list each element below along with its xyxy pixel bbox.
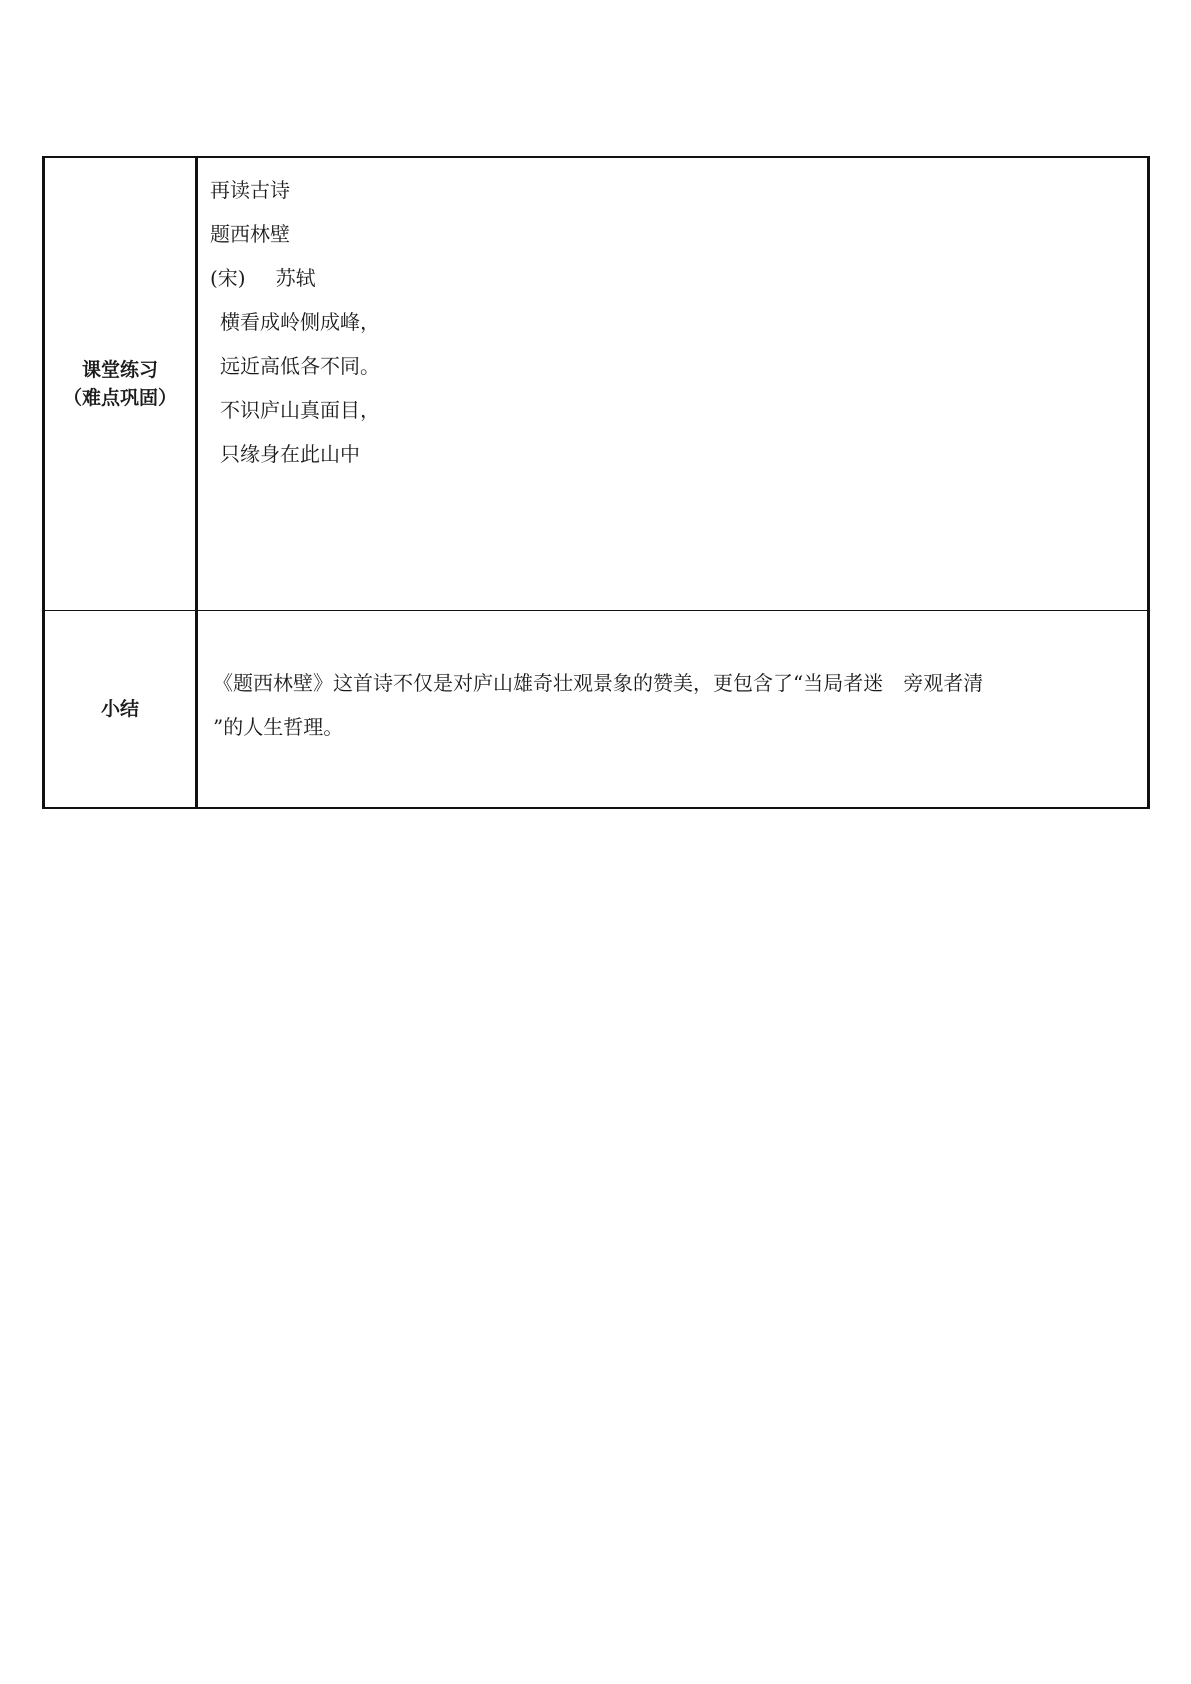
summary-content-cell xyxy=(197,611,1149,809)
practice-sublabel: （难点巩固） xyxy=(62,387,177,409)
practice-row xyxy=(44,157,1149,611)
poem-title: 题西林壁 xyxy=(210,222,290,246)
summary-text-line-2: ”的人生哲理。 xyxy=(213,715,344,739)
poem-verse-2: 远近高低各不同。 xyxy=(220,354,380,378)
summary-row xyxy=(44,611,1149,809)
poem-dynasty: (宋) xyxy=(210,266,246,290)
practice-label: 课堂练习 xyxy=(81,359,158,381)
lesson-table xyxy=(42,156,1150,809)
summary-text xyxy=(198,611,1147,749)
practice-content-cell xyxy=(197,157,1149,611)
summary-label: 小结 xyxy=(100,698,139,720)
poem-verse-4: 只缘身在此山中 xyxy=(220,442,360,466)
poem-verse-1: 横看成岭侧成峰， xyxy=(220,310,380,334)
practice-content xyxy=(198,158,1147,476)
poem-attribution xyxy=(210,256,1147,300)
summary-text-line-1: 《题西林壁》这首诗不仅是对庐山雄奇壮观景象的赞美，更包含了“当局者迷 旁观者清 xyxy=(213,671,984,695)
summary-label-cell xyxy=(44,611,197,809)
practice-intro: 再读古诗 xyxy=(210,178,290,202)
practice-label-cell xyxy=(44,157,197,611)
poem-author: 苏轼 xyxy=(275,266,316,290)
poem-verse-3: 不识庐山真面目， xyxy=(220,398,380,422)
